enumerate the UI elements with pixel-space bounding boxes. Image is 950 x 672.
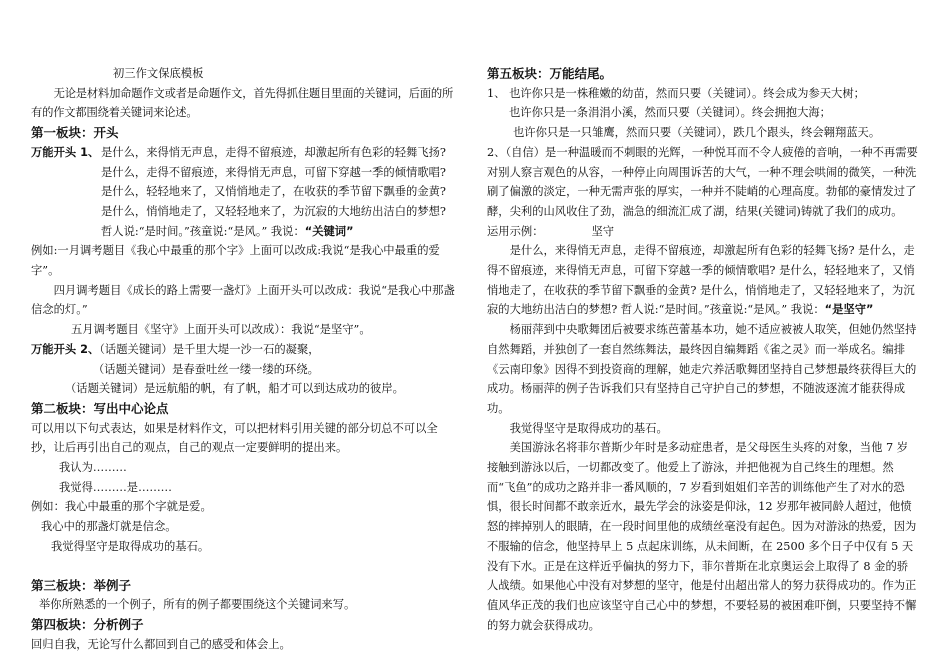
opening1-line: 是什么，轻轻地来了，又悄悄地走了，在收获的季节留下飘垂的金黄?: [101, 185, 446, 199]
section2-title: 第二板块：写出中心论点: [31, 400, 169, 416]
example-line: 我觉得坚守是取得成功的基石。: [51, 539, 210, 553]
opening2-line: （话题关键词）是春蚕吐丝一缕一缕的环绕。: [93, 362, 319, 376]
opening2-first: [31, 340, 456, 360]
opening1-end-keyword: “关键词”: [304, 224, 354, 238]
sentence-pattern: 我觉得………是………: [59, 480, 172, 494]
ending2-paragraph: 2、（自信）是一种温暖而不刺眼的光辉，一种悦耳而不令人疲倦的音响，一种不再需要对别人察言观色的从容，一种停止向周围诉苦的大气，一种不理会哄闹的微笑，一种洗刷了偏激的淡定，一种无需声张的厚实，一种并不陡峭的心理高度。勃郁的豪情发过了酵，尖利的山风收住了劲，湍急的细流汇成了湖，结果(关键词)铸就了我们的成功。: [487, 145, 918, 218]
opening1-line: 是什么，悄悄地走了，又轻轻地来了，为沉寂的大地纺出洁白的梦想?: [101, 204, 446, 218]
right-column: [487, 64, 919, 635]
section4-title: 第四板块：分析例子: [31, 616, 144, 632]
opening2-line: （话题关键词）是远航船的帆，有了帆，船才可以到达成功的彼岸。: [65, 382, 404, 396]
usage-paragraph: [487, 241, 919, 320]
usage-end-keyword: “是坚守”: [824, 303, 874, 317]
example-paragraph: 例如:一月调考题目《我心中最重的那个字》上面可以改成:我说“是我心中最重的爱字”。: [31, 244, 440, 278]
usage-label: 运用示例：: [487, 224, 544, 238]
intro-paragraph: 无论是材料加命题作文或者是命题作文，首先得抓住题目里面的关键词，后面的所有的作文都围绕着关键词来论述。: [31, 86, 454, 120]
ending1-line: 也许你只是一只雏鹰，然而只要（关键词），跌几个跟头，终会翱翔蓝天。: [513, 126, 881, 140]
yang-liping-paragraph: 杨丽萍到中央歌舞团后被要求练芭蕾基本功，她不适应被被人取笑，但她仍然坚持自然舞蹈，并独创了一套自然练舞法，最终因自编舞蹈《雀之灵》而一举成名。编排《云南印象》因得不到投资商的理解，她走穴养活歌舞团坚持自己梦想最终获得巨大的成功。杨丽萍的例子告诉我们只有坚持自己守护自己的梦想，不随波逐流才能获得成功。: [487, 323, 917, 415]
usage-example-label: [487, 222, 919, 242]
example-paragraph: 五月调考题目《坚守》上面开头可以改成）：我说“是坚守”。: [71, 323, 371, 337]
opening1-end: [101, 222, 456, 242]
opening2-label: 万能开头 2、: [31, 342, 100, 356]
example-line: 我心中的那盏灯就是信念。: [41, 520, 177, 534]
example-line: 例如：我心中最重的那个字就是爱。: [31, 500, 212, 514]
section3-body: 举你所熟悉的一个例子，所有的例子都要围绕这个关键词来写。: [39, 598, 356, 612]
section3-title: 第三板块：举例子: [31, 577, 132, 593]
opening1-end-text: 哲人说:“是时间。”孩童说:“是风。” 我说：: [101, 224, 305, 238]
usage-keyword: 坚守: [591, 224, 615, 238]
sentence-pattern: 我认为………: [59, 461, 127, 475]
left-column: [31, 64, 456, 654]
example-paragraph: 四月调考题目《成长的路上需要一盏灯》上面开头可以改成：我说“是我心中那盏信念的灯。”: [31, 283, 455, 317]
ending1-line: 也许你只是一条涓涓小溪，然而只要（关键词）。终会拥抱大海；: [509, 106, 831, 120]
ending1-line: 1、 也许你只是一株稚嫩的幼苗，然而只要（关键词）。终会成为参天大树；: [487, 86, 865, 100]
document-title: 初三作文保底模板: [113, 67, 204, 80]
opening1-line: 是什么，走得不留痕迹，来得悄无声息，可留下穿越一季的倾情歌唱?: [101, 165, 446, 179]
section1-title: 第一板块：开头: [31, 125, 119, 141]
opening1-label: 万能开头 1、: [31, 145, 100, 159]
usage-text: 是什么，来得悄无声息，走得不留痕迹，却激起所有色彩的轻舞飞扬? 是什么，走得不留痕迹，来得悄无声息，可留下穿越一季的倾情歌唱? 是什么，轻轻地来了，又悄悄地走了，在收获的季节留下飘垂的金黄? 是什么，悄悄地走了，又轻轻地来了，为沉寂的大地纺出洁白的梦想? 哲人说:“是时间。”孩童说:“是风。” 我说：: [487, 244, 915, 317]
section2-body: 可以用以下句式表达，如果是材料作文，可以把材料引用关键的部分切总不可以全抄，让后再引出自己的观点，自己的观点一定要鲜明的提出来。: [31, 421, 438, 455]
opening1-block: [31, 143, 456, 242]
section5-title: 第五板块：万能结尾。: [487, 66, 613, 81]
phelps-paragraph: 美国游泳名将菲尔普斯少年时是多动症患者，是父母医生头疼的对象，当他 7 岁接触到游泳以后，一切都改变了。他爱上了游泳，并把他视为自己终生的理想。然而“飞鱼”的成功之路并非一番风顺的，7 岁看到姐姐们辛苦的训练他产生了对水的恐惧，很长时间都不敢亲近水，最先学会的泳姿是仰泳，12 岁那年被同龄人超过，他愤怒的摔掉别人的眼睛，在一段时间里他的成绩丝毫没有起色。因为对游泳的热爱，因为不服输的信念，他坚持早上 5 点起床训练，从未间断，在 2500 多个日子中仅有 5 天没有下水。正是在这样近乎偏执的努力下，菲尔普斯在北京奥运会上取得了 8 金的骄人战绩。如果他心中没有对梦想的坚守，他是付出超出常人的努力获得成功的。作为正值风华正茂的我们也应该坚守自己心中的梦想，不要轻易的被困难吓倒，只要坚持不懈的努力就会获得成功。: [487, 441, 917, 632]
opening1-line: 是什么，来得悄无声息，走得不留痕迹，却激起所有色彩的轻舞飞扬?: [101, 145, 446, 159]
section4-body: 回归自我，无论写什么都回到自己的感受和体会上。: [31, 637, 291, 651]
opening2-block: [31, 340, 456, 399]
opening2-line: （话题关键词）是千里大堤一沙一石的凝聚，: [99, 342, 320, 356]
belief-line: 我觉得坚守是取得成功的基石。: [509, 421, 668, 435]
